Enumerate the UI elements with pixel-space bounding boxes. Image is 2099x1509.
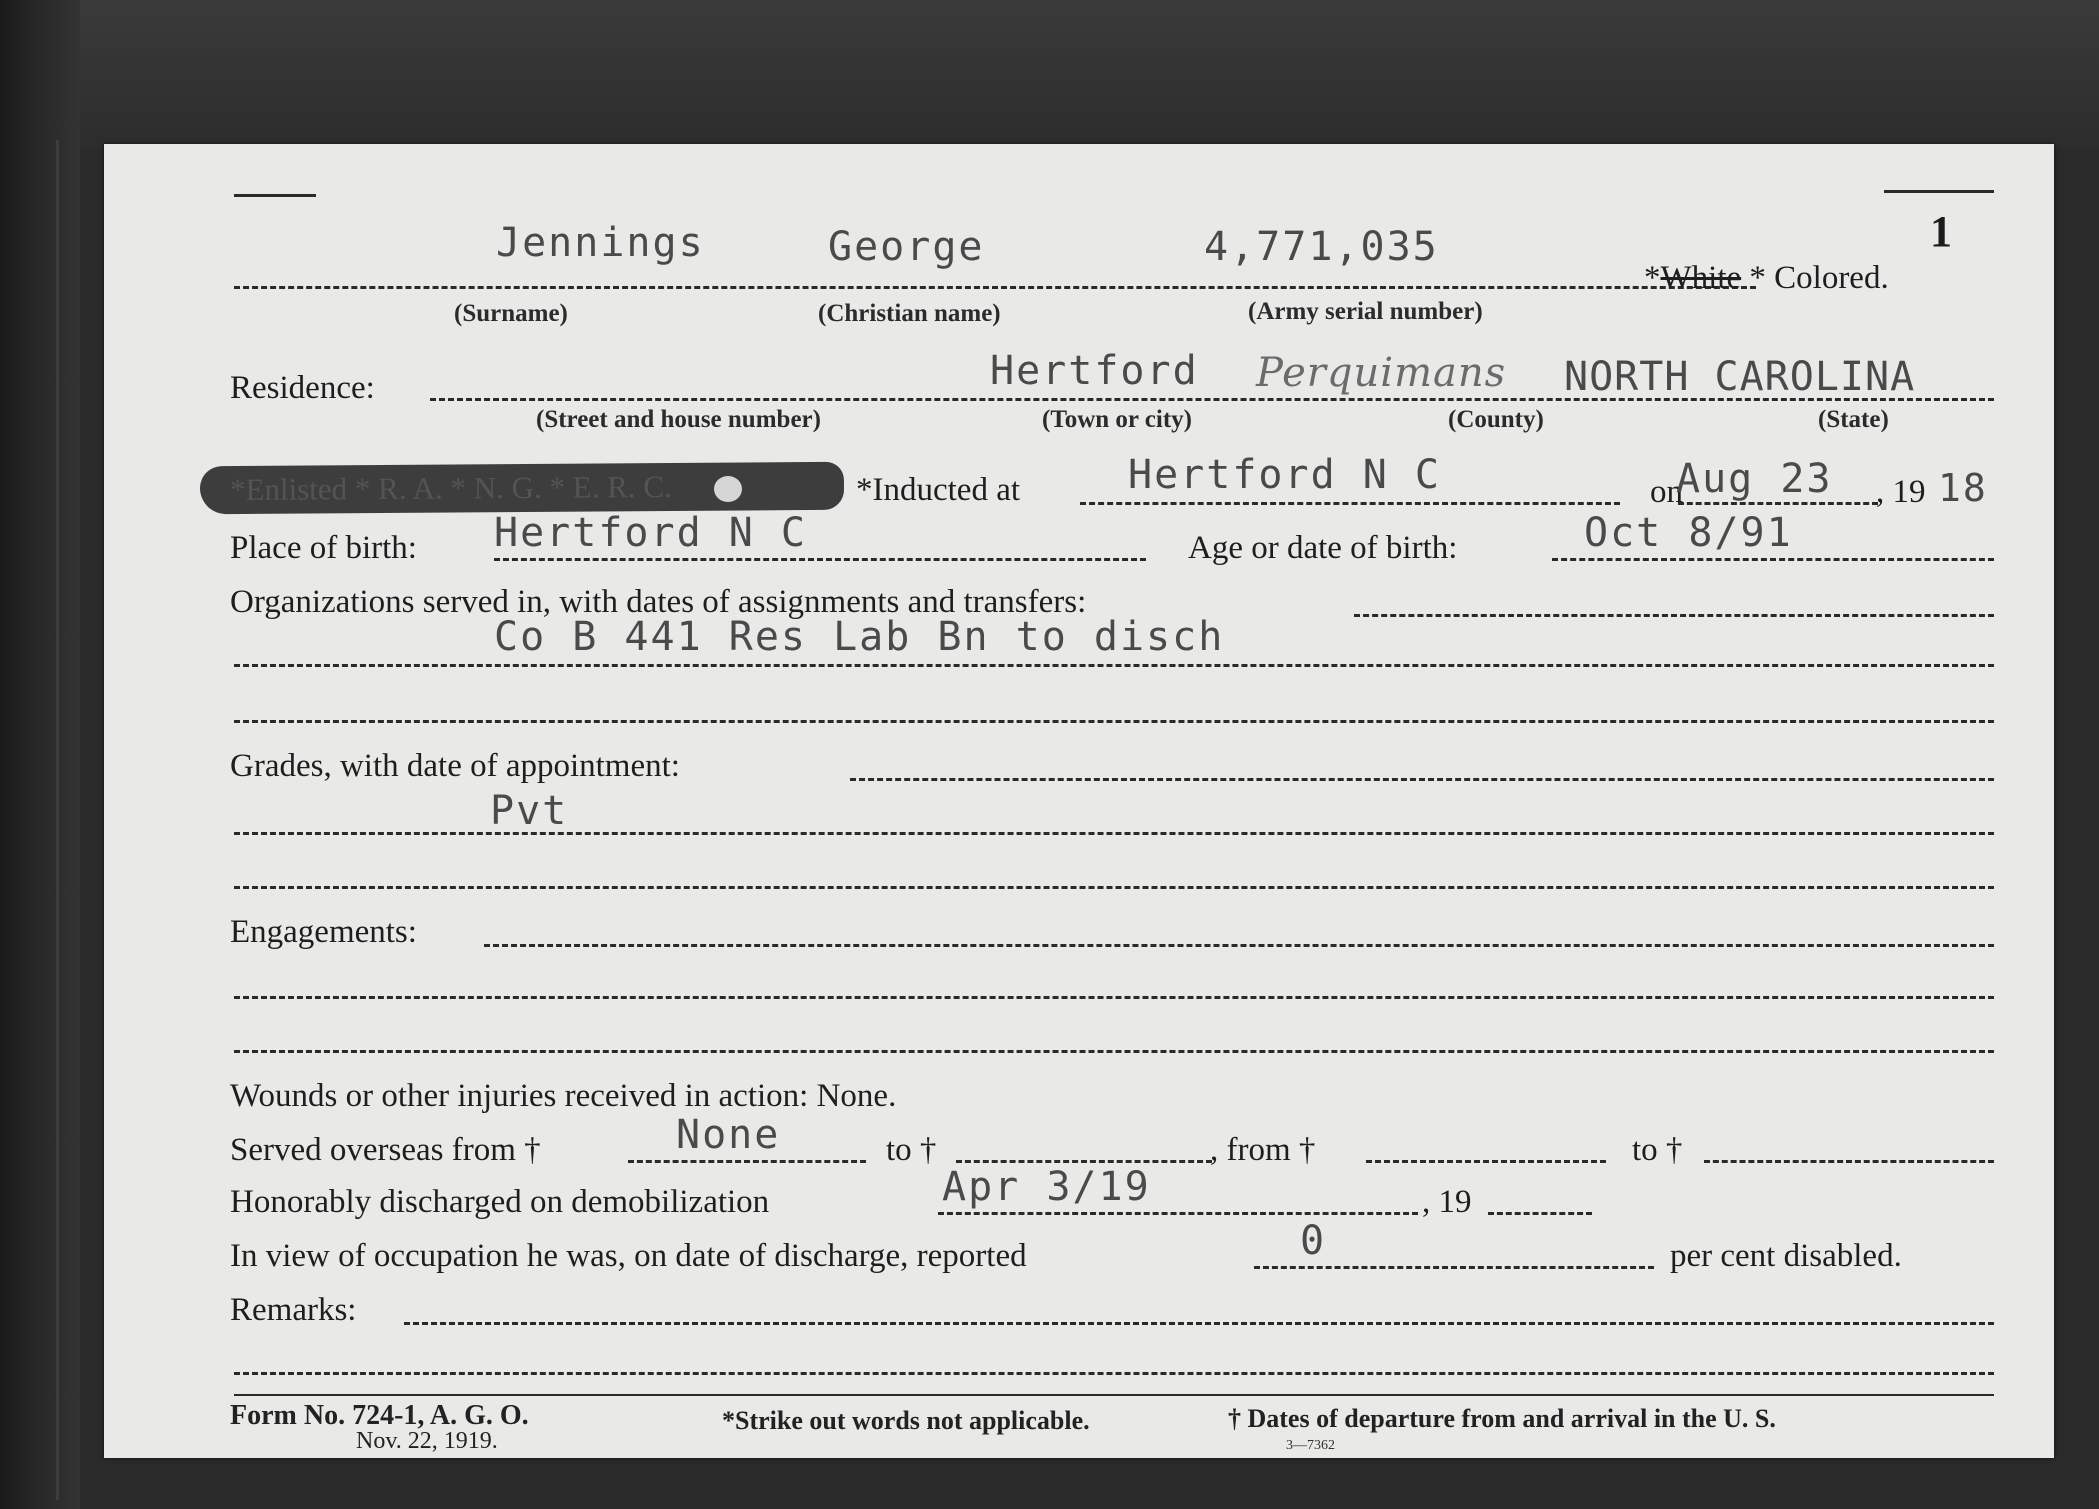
enlisted-options-text: *Enlisted * R. A. * N. G. * E. R. C.: [229, 468, 672, 508]
inducted-line: [1080, 502, 1620, 505]
surname-value: Jennings: [496, 220, 705, 266]
birthplace-label: Place of birth:: [230, 530, 417, 566]
grades-value: Pvt: [490, 788, 569, 834]
corner-rule-right: [1884, 190, 1994, 193]
residence-town-value: Hertford: [990, 348, 1199, 394]
year-prefix: , 19: [1876, 474, 1926, 510]
folder-edge-line: [56, 140, 59, 1500]
induction-date-value: Aug 23: [1676, 456, 1833, 502]
footer-rule: [234, 1394, 1994, 1396]
engagements-label: Engagements:: [230, 914, 417, 950]
overseas-from-value: None: [676, 1112, 781, 1158]
residence-line: [430, 398, 1994, 401]
birthplace-line: [494, 558, 1146, 561]
strike-note: *Strike out words not applicable.: [722, 1406, 1090, 1435]
ink-smudge: [714, 476, 742, 502]
remarks-label: Remarks:: [230, 1292, 357, 1328]
inducted-label: *Inducted at: [856, 472, 1021, 508]
folder-edge: [0, 0, 80, 1509]
overseas-label: Served overseas from †: [230, 1132, 541, 1168]
street-caption: (Street and house number): [536, 406, 821, 433]
remarks-line-2: [234, 1372, 1994, 1375]
residence-label: Residence:: [230, 370, 375, 406]
organizations-label: Organizations served in, with dates of assignments and transfers:: [230, 584, 1087, 620]
dates-note: † Dates of departure from and arrival in the U. S.: [1228, 1404, 1776, 1433]
engagements-line-2: [234, 996, 1994, 999]
birthplace-value: Hertford N C: [494, 510, 807, 556]
county-caption: (County): [1448, 406, 1544, 433]
color-mark-white: White: [1660, 260, 1742, 296]
serial-number-value: 4,771,035: [1204, 224, 1439, 270]
wounds-label: Wounds or other injuries received in action: None.: [230, 1078, 897, 1114]
christian-name-caption: (Christian name): [818, 300, 1001, 327]
print-code: 3—7362: [1286, 1438, 1335, 1453]
discharge-year-label: , 19: [1422, 1184, 1472, 1220]
overseas-to-line-2: [1704, 1160, 1994, 1163]
discharge-date-value: Apr 3/19: [942, 1164, 1151, 1210]
christian-name-value: George: [828, 224, 985, 270]
disability-value: 0: [1300, 1218, 1327, 1264]
disability-label: In view of occupation he was, on date of discharge, reported: [230, 1238, 1027, 1274]
disability-line: [1254, 1266, 1654, 1269]
residence-state-value: NORTH CAROLINA: [1564, 354, 1916, 400]
serial-number-caption: (Army serial number): [1248, 298, 1483, 325]
card-number: 1: [1930, 207, 1952, 256]
discharge-year-line: [1488, 1212, 1592, 1215]
overseas-from-line: [628, 1160, 866, 1163]
remarks-line-1: [404, 1322, 1994, 1325]
surname-caption: (Surname): [454, 300, 568, 327]
redacted-enlisted-options: [200, 462, 844, 514]
overseas-to-label: to †: [886, 1132, 937, 1168]
color-mark-colored: * Colored.: [1749, 260, 1889, 296]
service-record-card: [104, 144, 2054, 1458]
disability-suffix: per cent disabled.: [1670, 1238, 1902, 1274]
state-caption: (State): [1818, 406, 1889, 433]
birthdate-label: Age or date of birth:: [1188, 530, 1458, 566]
induction-year-value: 18: [1938, 466, 1988, 510]
grades-line-3: [234, 886, 1994, 889]
residence-county-value: Perquimans: [1256, 350, 1507, 396]
engagements-line-3: [234, 1050, 1994, 1053]
grades-line-1: [850, 778, 1994, 781]
induction-date-line: [1678, 502, 1878, 505]
overseas-to-label-2: to †: [1632, 1132, 1683, 1168]
on-label: on: [1650, 474, 1683, 510]
overseas-to-line: [956, 1160, 1212, 1163]
organizations-line-2: [234, 664, 1994, 667]
overseas-from-label-2: , from †: [1210, 1132, 1316, 1168]
discharge-label: Honorably discharged on demobilization: [230, 1184, 770, 1220]
birthdate-line: [1552, 558, 1994, 561]
inducted-at-value: Hertford N C: [1128, 452, 1441, 498]
grades-line-2: [234, 832, 1994, 835]
corner-rule: [234, 194, 316, 197]
organizations-line-1: [1354, 614, 1994, 617]
overseas-from-line-2: [1366, 1160, 1606, 1163]
name-line: [234, 286, 1756, 289]
organizations-value: Co B 441 Res Lab Bn to disch: [494, 614, 1225, 660]
organizations-line-3: [234, 720, 1994, 723]
form-number: Form No. 724-1, A. G. O.: [230, 1400, 529, 1431]
color-marks: [1644, 260, 1889, 297]
discharge-line: [938, 1212, 1418, 1215]
birthdate-value: Oct 8/91: [1584, 510, 1793, 556]
grades-label: Grades, with date of appointment:: [230, 748, 680, 784]
scanner-background: [0, 0, 2099, 150]
form-date: Nov. 22, 1919.: [356, 1428, 498, 1454]
engagements-line-1: [484, 944, 1994, 947]
town-caption: (Town or city): [1042, 406, 1192, 433]
color-mark-asterisk: *: [1644, 260, 1661, 296]
